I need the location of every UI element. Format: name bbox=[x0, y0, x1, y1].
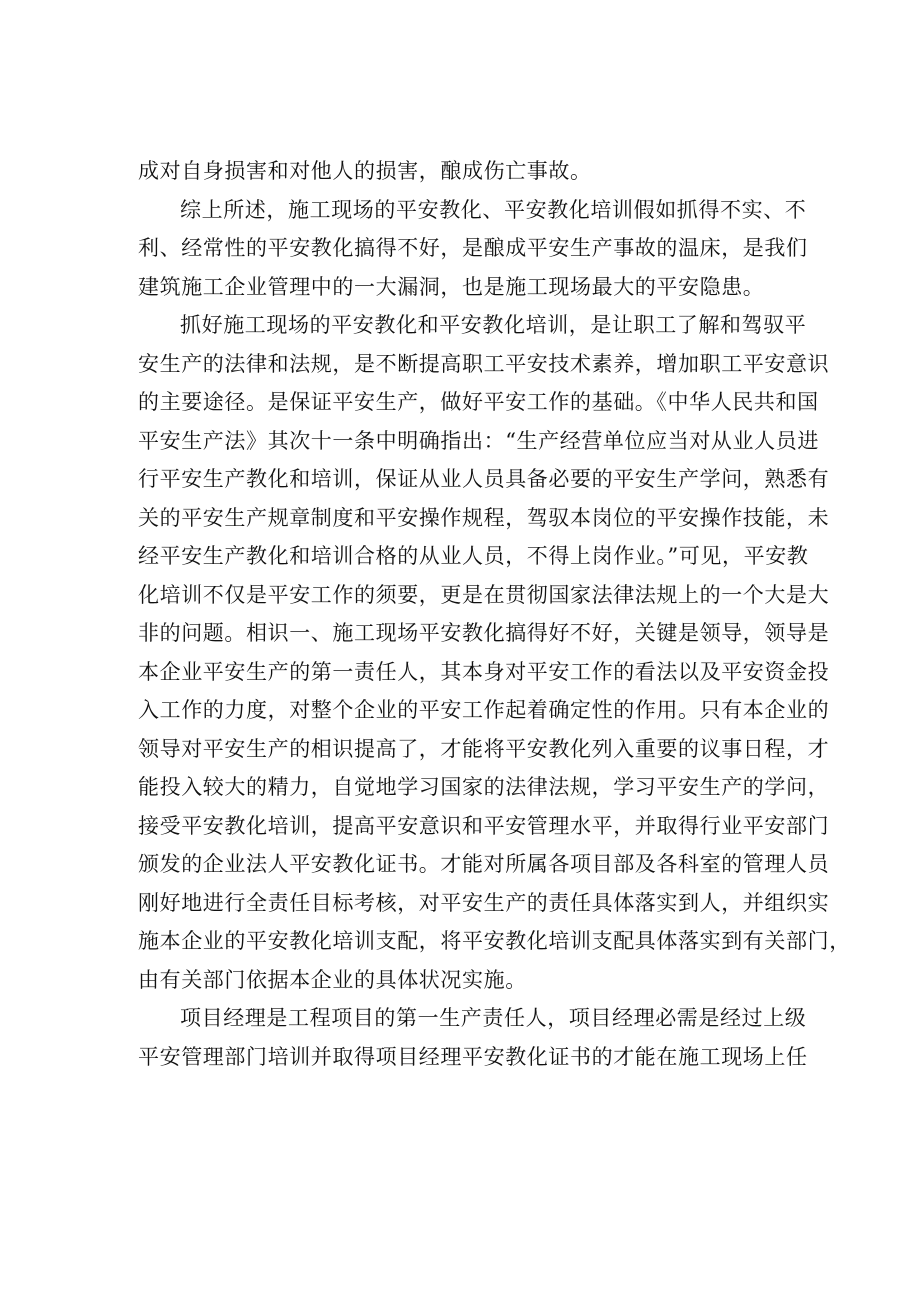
paragraph-line: 关的平安生产规章制度和平安操作规程，驾驭本岗位的平安操作技能，未 bbox=[138, 505, 830, 530]
paragraph-line: 平安管理部门培训并取得项目经理平安教化证书的才能在施工现场上任 bbox=[138, 1044, 808, 1069]
paragraph-line: 安生产的法律和法规，是不断提高职工平安技术素养，增加职工平安意识 bbox=[138, 351, 830, 376]
paragraph-line: 行平安生产教化和培训，保证从业人员具备必要的平安生产学问，熟悉有 bbox=[138, 467, 830, 491]
paragraph-line: 建筑施工企业管理中的一大漏洞，也是施工现场最大的平安隐患。 bbox=[138, 274, 765, 299]
paragraph-line: 施本企业的平安教化培训支配，将平安教化培训支配具体落实到有关部门， bbox=[138, 929, 851, 953]
paragraph-line: 入工作的力度，对整个企业的平安工作起着确定性的作用。只有本企业的 bbox=[138, 698, 830, 722]
paragraph-line: 平安生产法》其次十一条中明确指出：“生产经营单位应当对从业人员进 bbox=[138, 428, 819, 453]
paragraph-line: 能投入较大的精力，自觉地学习国家的法律法规，学习平安生产的学问， bbox=[138, 775, 830, 799]
paragraph-line: 抓好施工现场的平安教化和平安教化培训，是让职工了解和驾驭平 bbox=[180, 313, 807, 337]
paragraph-line: 成对自身损害和对他人的损害，酿成伤亡事故。 bbox=[138, 159, 592, 183]
paragraph-line: 化培训不仅是平安工作的须要，更是在贯彻国家法律法规上的一个大是大 bbox=[138, 582, 830, 607]
paragraph-line: 的主要途径。是保证平安生产，做好平安工作的基础。《中华人民共和国 bbox=[138, 390, 819, 414]
paragraph-line: 非的问题。相识一、施工现场平安教化搞得好不好，关键是领导，领导是 bbox=[138, 621, 830, 645]
paragraph-line: 项目经理是工程项目的第一生产责任人，项目经理必需是经过上级 bbox=[180, 1006, 807, 1030]
paragraph-line: 接受平安教化培训，提高平安意识和平安管理水平，并取得行业平安部门 bbox=[138, 813, 830, 838]
paragraph-line: 综上所述，施工现场的平安教化、平安教化培训假如抓得不实、不 bbox=[180, 197, 807, 222]
document-body bbox=[138, 152, 851, 1076]
paragraph-line: 颁发的企业法人平安教化证书。才能对所属各项目部及各科室的管理人员 bbox=[138, 852, 830, 876]
paragraph-line: 刚好地进行全责任目标考核，对平安生产的责任具体落实到人，并组织实 bbox=[138, 890, 830, 915]
paragraph-line: 经平安生产教化和培训合格的从业人员，不得上岗作业。”可见，平安教 bbox=[138, 544, 809, 568]
paragraph-line: 领导对平安生产的相识提高了，才能将平安教化列入重要的议事日程，才 bbox=[138, 736, 830, 761]
paragraph-line: 由有关部门依据本企业的具体状况实施。 bbox=[138, 967, 527, 992]
paragraph-line: 本企业平安生产的第一责任人，其本身对平安工作的看法以及平安资金投 bbox=[138, 659, 830, 684]
paragraph-line: 利、经常性的平安教化搞得不好，是酿成平安生产事故的温床，是我们 bbox=[138, 236, 808, 260]
